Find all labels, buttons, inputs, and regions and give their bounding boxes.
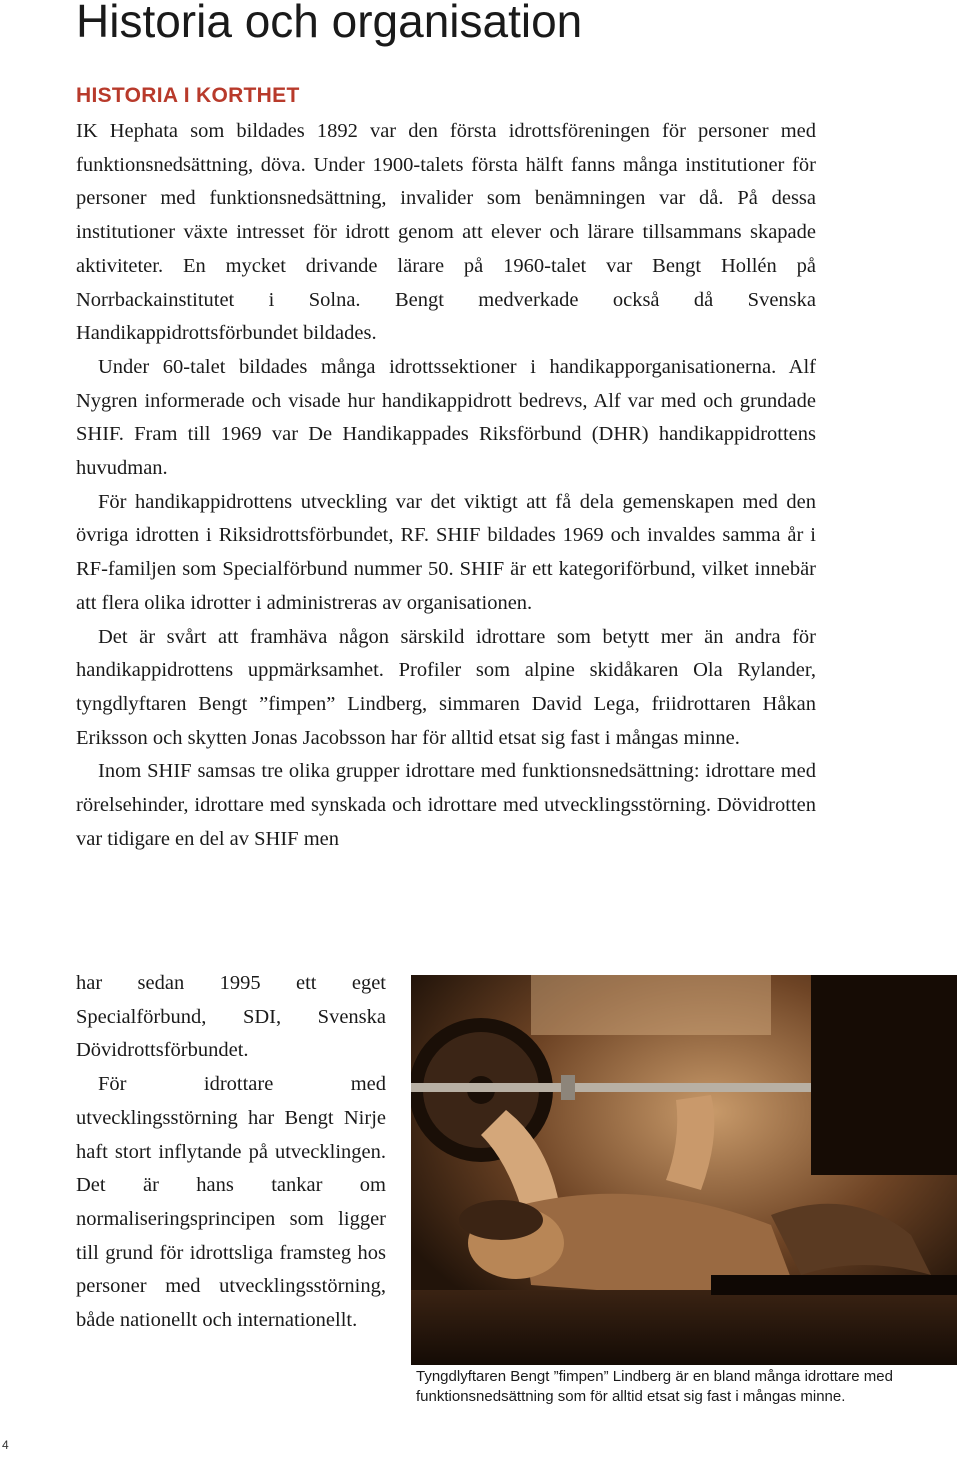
page-number: 4 [2,1438,9,1452]
weightlifter-photo-illustration [411,975,957,1365]
article-body-top [76,115,816,856]
paragraph: Det är svårt att framhäva någon särskild idrottare som betytt mer än andra för handikappidrottens uppmärksamhet. Profiler som alpine skidåkaren Ola Rylander, tyngdlyftaren Bengt ”fimpen” Lindberg, simmaren David Lega, friidrottaren Håkan Eriksson och skytten Jonas Jacobsson har för alltid etsat sig fast i mångas minne. [76,625,816,749]
section-heading: HISTORIA I KORTHET [76,84,300,107]
paragraph: För handikappidrottens utveckling var det viktigt att få dela gemenskapen med den övriga idrotten i Riksidrottsförbundet, RF. SHIF bildades 1969 och invaldes samma år i RF-familjen som Specialförbund nummer 50. SHIF är ett kategoriförbund, vilket innebär att flera olika idrotter i administreras av organisationen. [76,490,816,614]
paragraph: För idrottare med utvecklingsstörning har Bengt Nirje haft stort inflytande på utvecklingen. Det är hans tankar om normaliseringsprincipen som ligger till grund för idrottsliga framsteg hos personer med utvecklingsstörning, både nationellt och internationellt. [76,1073,386,1332]
paragraph: IK Hephata som bildades 1892 var den första idrottsföreningen för personer med funktionsnedsättning, döva. Under 1900-talets första hälft fanns många institutioner för personer med funktionsnedsättning, invalider som benämningen var då. På dessa institutioner växte intresset för idrott genom att elever och lärare tillsammans skapade aktiviteter. En mycket drivande lärare på 1960-talet var Bengt Hollén på Norrbackainstitutet i Solna. Bengt medverkade också då Svenska Handikappidrottsförbundet bildades. [76,120,816,345]
photo-caption: Tyngdlyftaren Bengt ”fimpen” Lindberg är en bland många idrottare med funktionsnedsättning som för alltid etsat sig fast i mångas minne. [416,1368,893,1405]
page-title: Historia och organisation [76,0,583,47]
weightlifter-photo [411,975,957,1365]
article-body-left-column [76,967,386,1338]
paragraph: Under 60-talet bildades många idrottssektioner i handikapporganisationerna. Alf Nygren informerade och visade hur handikappidrott bedrevs, Alf var med och grundade SHIF. Fram till 1969 var De Handikappades Riksförbund (DHR) handikappidrottens huvudman. [76,355,816,480]
paragraph: Inom SHIF samsas tre olika grupper idrottare med funktionsnedsättning: idrottare med rörelsehinder, idrottare med synskada och idrottare med utvecklingsstörning. Dövidrotten var tidigare en del av SHIF men [76,760,816,850]
paragraph: har sedan 1995 ett eget Specialförbund, SDI, Svenska Dövidrottsförbundet. [76,972,386,1062]
